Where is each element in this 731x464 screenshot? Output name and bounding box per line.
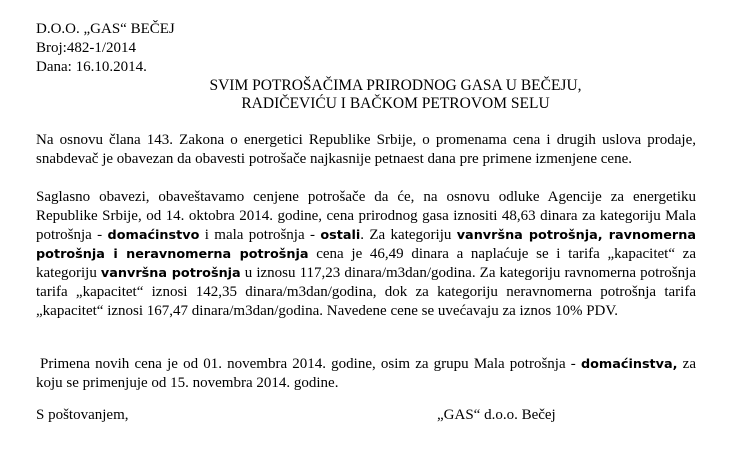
p3-text-1: Primena novih cena je od 01. novembra 2014. godine, osim za grupu Mala potrošnja - [40, 356, 581, 372]
paragraph-price-notice [36, 188, 696, 321]
company-name: D.O.O. „GAS“ BEČEJ [36, 21, 175, 37]
p2-bold-vanvrsna: vanvršna potrošnja [100, 266, 241, 281]
p2-text-5: u iznosu 117,23 dinara/m3dan/godina. Za kategoriju ravnomerna potrošnja tarifa „kapacitet“ iznosi 142,35 dinara/m3dan/godina, dok za kategoriju neravnomerna potrošnja tarifa „kapacitet“ iznosi 167,47 dinara/m3dan/godina. Navedene cene se uvećavaju za iznos 10% PDV. [36, 265, 696, 319]
p2-text-3: . Za kategoriju [360, 227, 457, 243]
p2-bold-ostali: ostali [320, 228, 361, 243]
p2-bold-domacinstvo: domaćinstvo [107, 228, 200, 243]
p2-text-2: i mala potrošnja - [199, 227, 321, 243]
document-number: Broj:482-1/2014 [36, 40, 136, 56]
p3-text-2: za koju se primenjuje od 15. novembra 2014. godine. [36, 356, 696, 391]
notice-title-line1: SVIM POTROŠAČIMA PRIRODNOG GASA U BEČEJU, [209, 77, 582, 94]
p2-text-4: cena je 46,49 dinara a naplaćuje se i tarifa „kapacitet“ za kategoriju [36, 246, 696, 281]
p2-text-1: Saglasno obavezi, obaveštavamo cenjene potrošače da će, na osnovu odluke Agencije za energetiku Republike Srbije, od 14. oktobra 2014. godine, cena prirodnog gasa iznositi 48,63 dinara za kategoriju Mala potrošnja - [36, 189, 696, 243]
closing-greeting: S poštovanjem, [36, 407, 129, 423]
paragraph-effective-date [36, 355, 696, 393]
p3-bold-domacinstva: domaćinstva, [580, 357, 678, 372]
paragraph-legal-basis: Na osnovu člana 143. Zakona o energetici Republike Srbije, o promenama cena i drugih uslova prodaje, snabdevač je obavezan da obavesti potrošače najkasnije petnaest dana pre primene izmenjene cene. [36, 132, 696, 167]
notice-title-line2: RADIČEVIĆU I BAČKOM PETROVOM SELU [241, 95, 550, 112]
p2-bold-categories: vanvršna potrošnja, ravnomerna potrošnja i neravnomerna potrošnja [36, 228, 696, 262]
signature-company: „GAS“ d.o.o. Bečej [437, 407, 556, 423]
document-date: Dana: 16.10.2014. [36, 59, 147, 75]
